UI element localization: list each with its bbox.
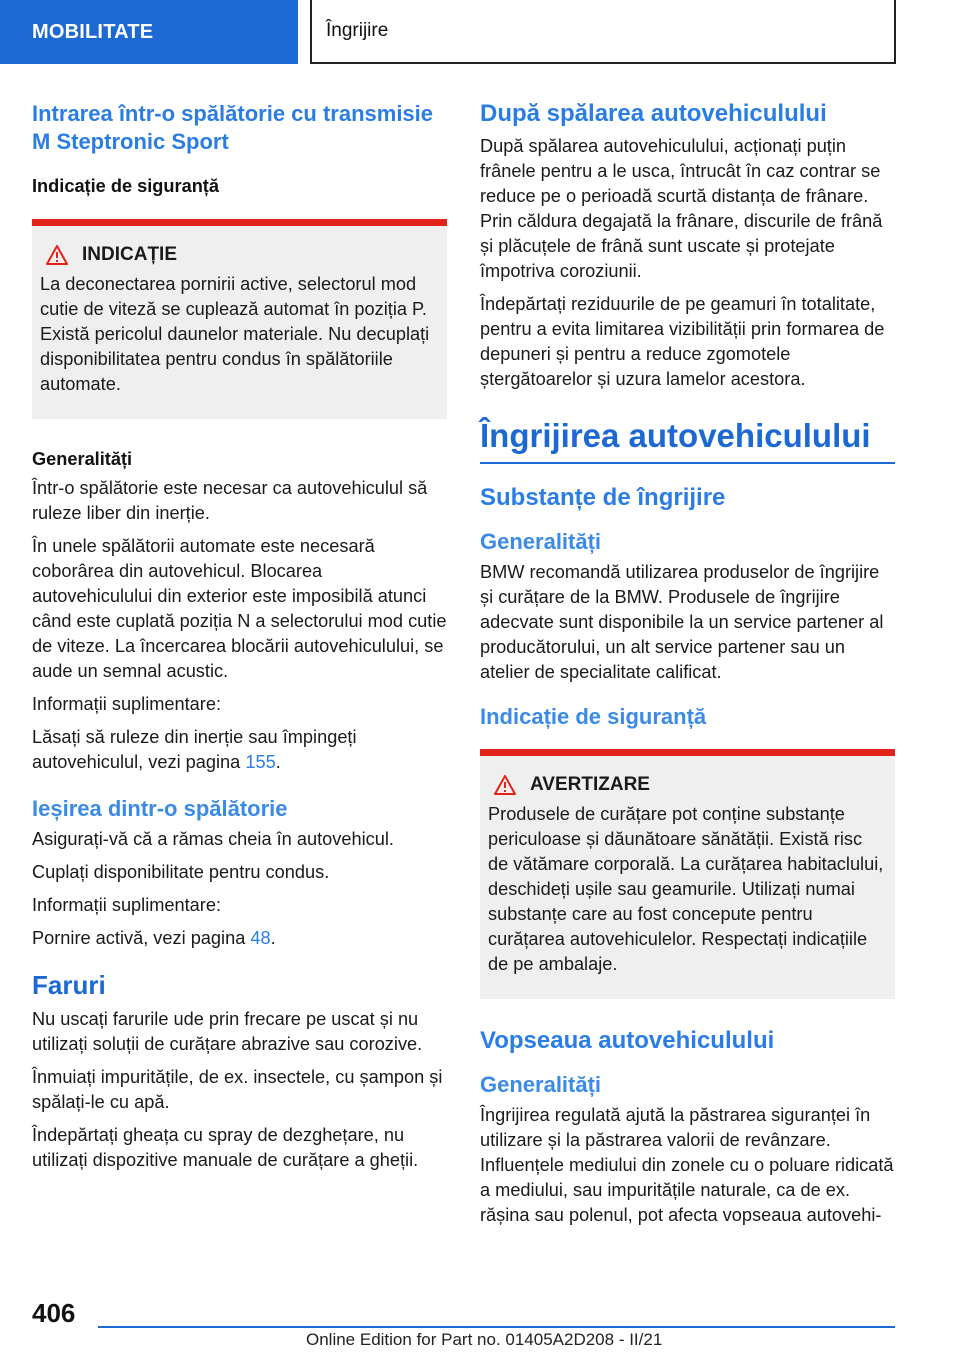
- paragraph-text: Pornire activă, vezi pagina: [32, 928, 251, 948]
- notice-text: La deconectarea pornirii active, selectorul mod cutie de viteză se cuplează automat în poziția P. Există pericolul daunelor materiale. Nu decuplați disponibilitatea pentru condus în spălătoriile automate.: [40, 274, 430, 394]
- paragraph: Înmuiați impuritățile, de ex. insectele, cu șampon și spălați-le cu apă.: [32, 1067, 443, 1112]
- heading-headlights: Faruri: [32, 970, 106, 1000]
- paragraph: După spălarea autovehiculului, acționați puțin frânele pentru a le usca, întrucât în caz contrar se reduce pe o perioadă scurtă distanța de frânare. Prin căldura degajată la frânare, discurile de frână și plăcuțele de frână sunt uscate și protejate împotriva coroziunii.: [480, 136, 883, 281]
- paragraph: BMW recomandă utilizarea produselor de îngrijire și curățare de la BMW. Produsele de îngrijire adecvate sunt disponibile la un service partener al producătorului, un alt service partener sau un atelier de specialitate calificat.: [480, 562, 884, 682]
- warning-triangle-icon: [46, 245, 68, 265]
- heading-car-wash-entry: Intrarea într-o spălătorie cu transmisie M Steptronic Sport: [32, 101, 434, 154]
- warning-title-text: AVERTIZARE: [530, 774, 650, 795]
- paragraph-end: .: [275, 752, 281, 772]
- warning-triangle-icon: [494, 775, 516, 795]
- heading-paint: Vopseaua autovehiculului: [480, 1027, 775, 1054]
- section-tab: MOBILITATE: [0, 0, 298, 64]
- paragraph: Asigurați-vă că a rămas cheia în autovehicul.: [32, 829, 394, 849]
- subheading-general: Generalități: [480, 1072, 602, 1097]
- subheading-general: Generalități: [480, 529, 602, 554]
- notice-title: [40, 244, 439, 266]
- paragraph: Îngrijirea regulată ajută la păstrarea siguranței în utilizare și la păstrarea valorii de revânzare. Influențele mediului din zonele cu o poluare ridicată a mediului, sau impuritățile naturale, ca de ex. rășina sau polenul, pot afecta vopseaua autovehi-: [480, 1105, 894, 1225]
- footer-divider: [98, 1326, 895, 1328]
- heading-car-wash-exit: Ieșirea dintr-o spălătorie: [32, 796, 288, 821]
- paragraph: Îndepărtați gheața cu spray de dezghețare, nu utilizați dispozitive manuale de curățare a gheții.: [32, 1125, 419, 1170]
- paragraph: Cuplați disponibilitate pentru condus.: [32, 862, 330, 882]
- paragraph: Într-o spălătorie este necesar ca autovehiculul să ruleze liber din inerție.: [32, 478, 428, 523]
- edition-text: Online Edition for Part no. 01405A2D208 - II/21: [306, 1330, 663, 1349]
- warning-title: [488, 774, 887, 796]
- paragraph: Îndepărtați reziduurile de pe geamuri în totalitate, pentru a evita limitarea vizibilității prin formarea de depuneri și pentru a reduce zgomotele ștergătoarelor și uzura lamelor acestora.: [480, 294, 885, 389]
- page-link-48[interactable]: 48: [250, 928, 271, 948]
- subheading-safety: Indicație de siguranță: [32, 176, 219, 196]
- paragraph: Informații suplimentare:: [32, 895, 222, 915]
- page-link-155[interactable]: 155: [245, 752, 276, 772]
- paragraph: În unele spălătorii automate este necesară coborârea din autovehicul. Blocarea autovehiculului din exterior este imposibilă atunci când este cuplată poziția N a selectorului mod cutie de viteze. La încercarea blocării autovehiculului, se aude un semnal acustic.: [32, 536, 447, 681]
- paragraph: Informații suplimentare:: [32, 694, 222, 714]
- heading-after-wash: După spălarea autovehiculului: [480, 100, 827, 127]
- heading-care-products: Substanțe de îngrijire: [480, 484, 726, 511]
- warning-text: Produsele de curățare pot conține substanțe periculoase și dăunătoare sănătății. Există risc de vătămare corporală. La curățarea habitaclului, deschideți ușile sau geamurile. Utilizați numai substanțe care au fost concepute pentru curățarea autovehiculelor. Respectați indicațiile de pe ambalaje.: [488, 804, 884, 974]
- paragraph-with-link: [32, 926, 447, 951]
- subheading-safety: Indicație de siguranță: [480, 704, 707, 729]
- right-column: [480, 100, 895, 1236]
- chapter-tab: Îngrijire: [310, 0, 896, 64]
- left-column: [32, 100, 447, 1181]
- page-number: 406: [32, 1298, 76, 1328]
- paragraph-with-link: [32, 725, 447, 775]
- subheading-general: Generalități: [32, 449, 133, 469]
- paragraph-end: .: [270, 928, 276, 948]
- notice-title-text: INDICAȚIE: [82, 244, 177, 265]
- warning-box: [480, 749, 895, 999]
- paragraph: Nu uscați farurile ude prin frecare pe uscat și nu utilizați soluții de curățare abrazive sau corozive.: [32, 1009, 423, 1054]
- paragraph-text: Lăsați să ruleze din inerție sau împingeți autovehiculul, vezi pagina: [32, 727, 357, 772]
- notice-box: [32, 219, 447, 419]
- chapter-heading: Îngrijirea autovehiculului: [480, 416, 895, 464]
